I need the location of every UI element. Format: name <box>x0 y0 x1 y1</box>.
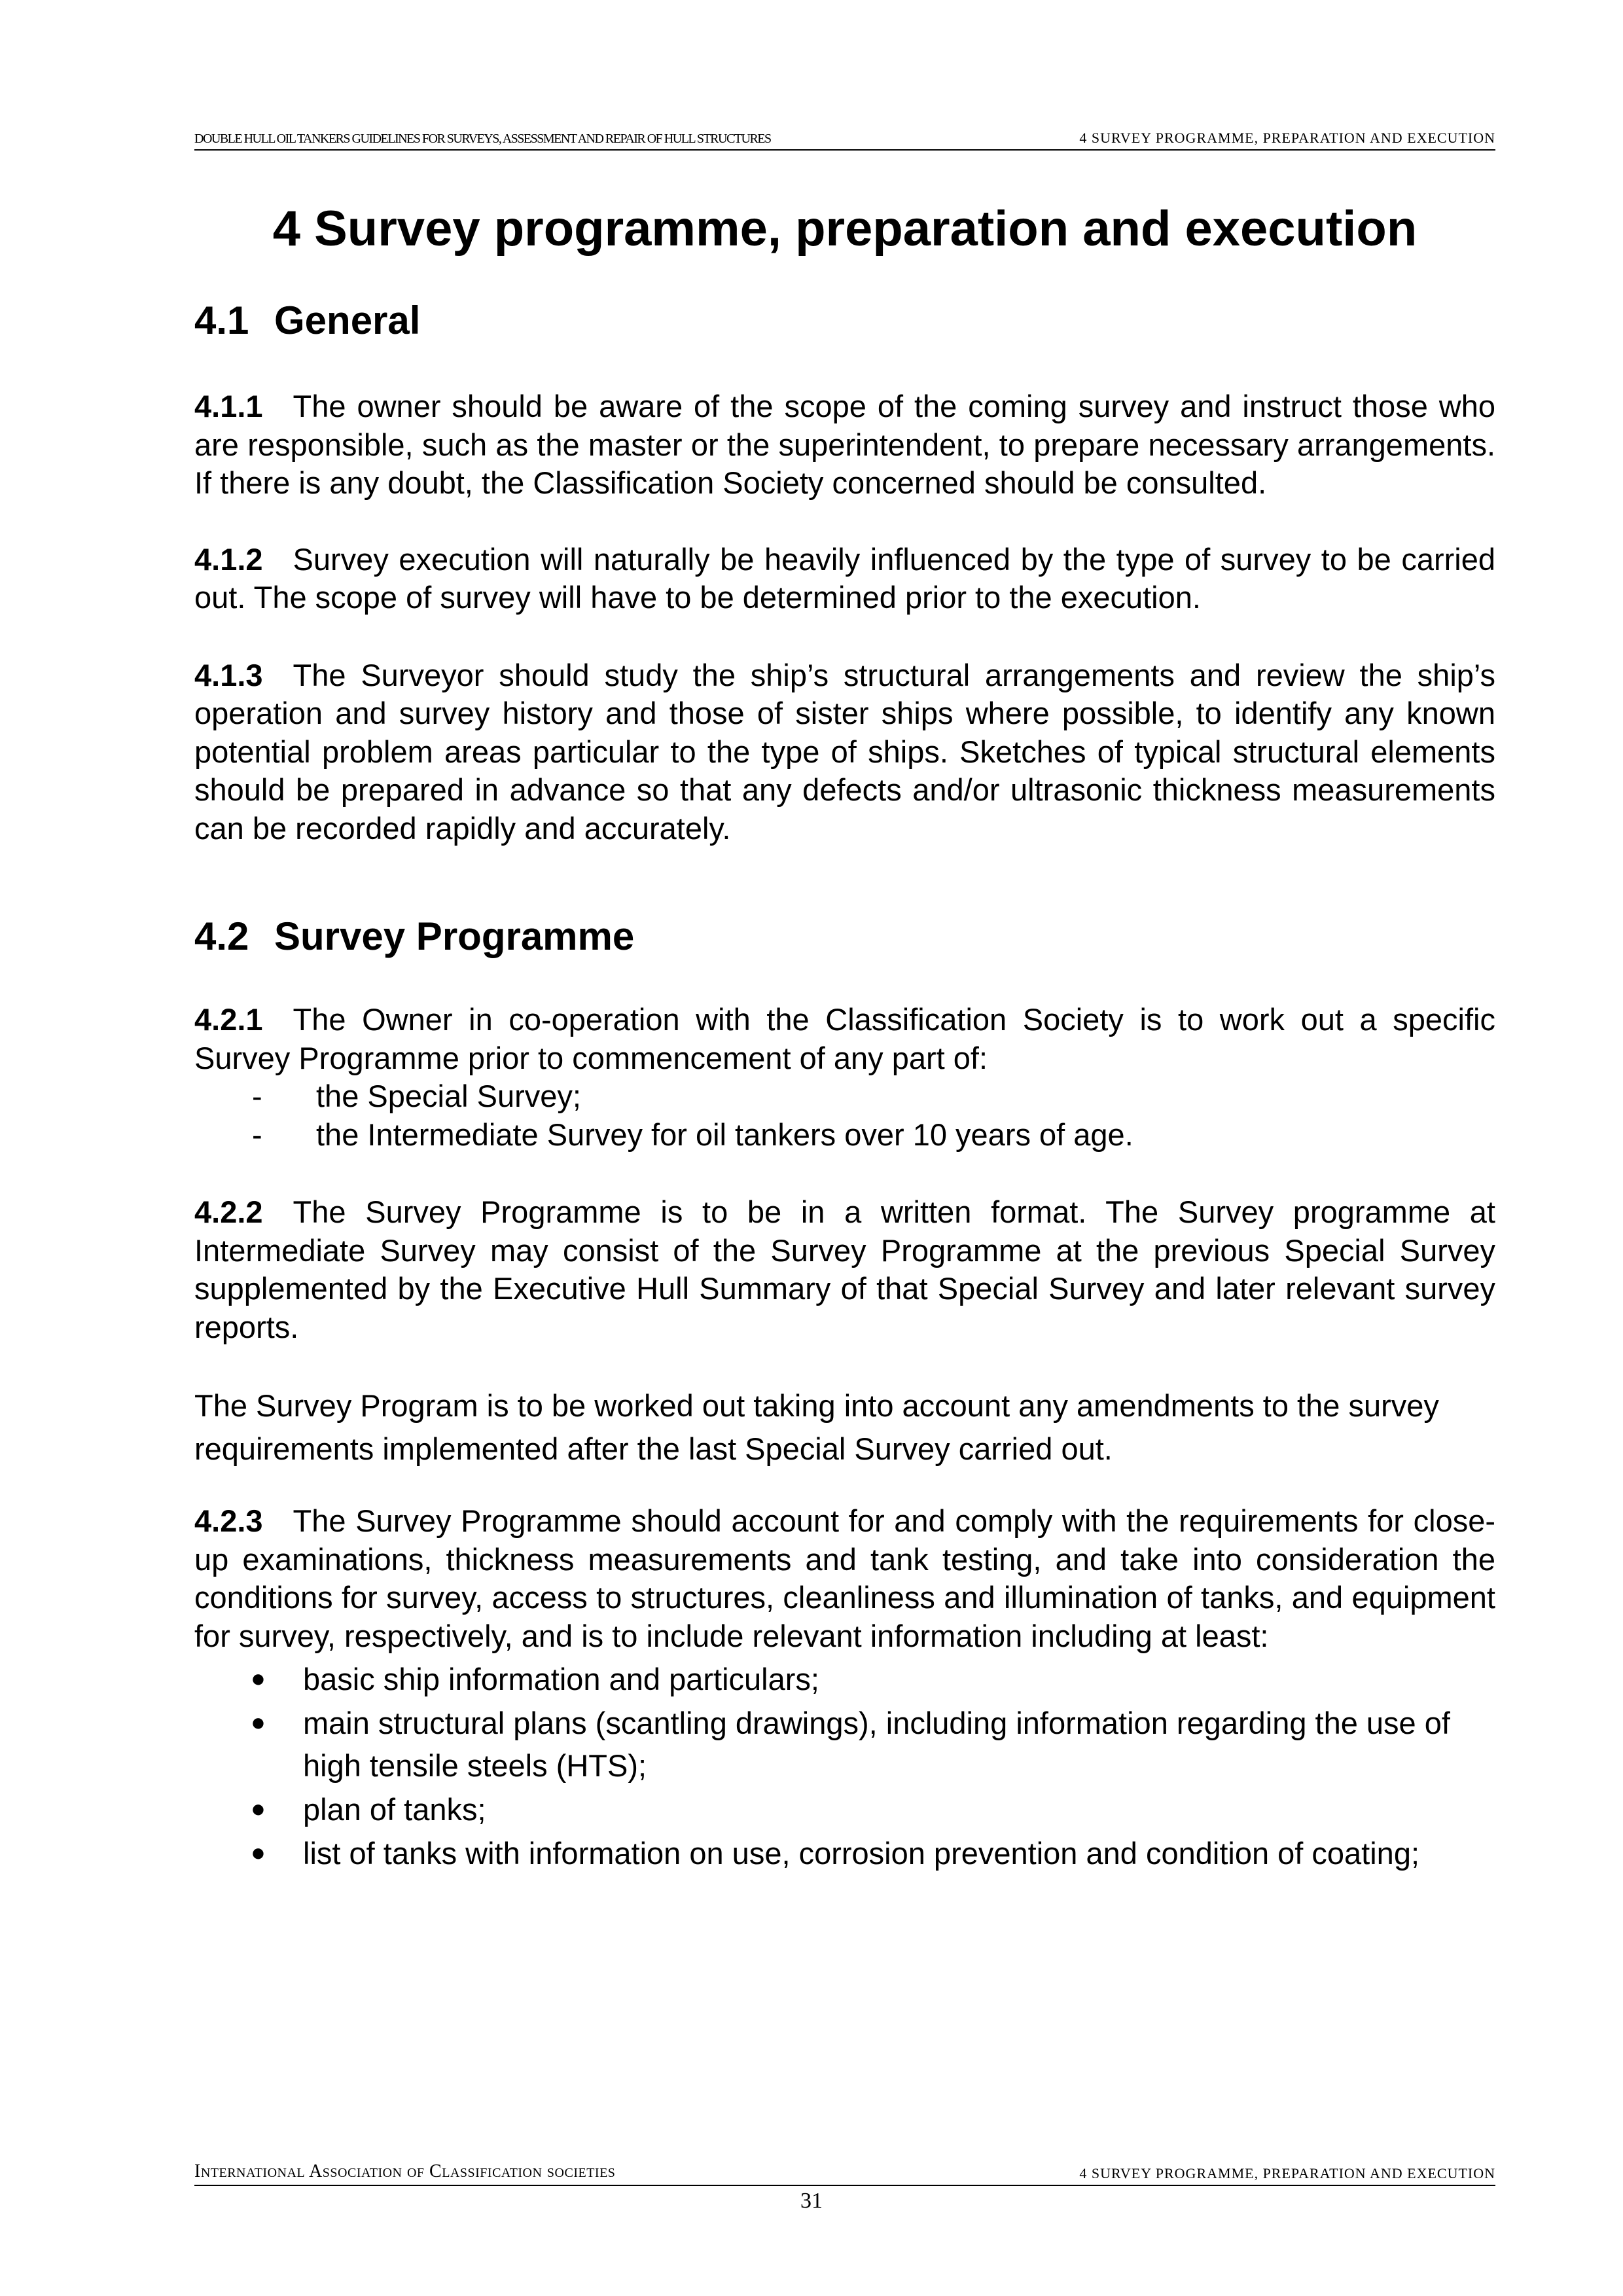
paragraph-number: 4.1.2 <box>194 541 263 577</box>
bullet-marker: ● <box>251 1795 266 1823</box>
list-item-text: plan of tanks; <box>303 1792 486 1827</box>
list-item-text: list of tanks with information on use, corrosion prevention and condition of coating; <box>303 1836 1420 1871</box>
footer-organization: International Association of Classification societies <box>194 2161 616 2181</box>
list-item <box>194 1832 1495 1874</box>
bullet-marker: ● <box>251 1839 266 1867</box>
section-title: Survey Programme <box>274 914 635 958</box>
list-item <box>194 1788 1495 1831</box>
paragraph-text: The Survey Programme is to be in a written format. The Survey programme at Intermediate Survey may consist of the Survey Programme at the previous Special Survey supplemented by the Executive Hull Summary of that Special Survey and later relevant survey reports. <box>194 1194 1495 1344</box>
paragraph-survey-program-amendments: The Survey Program is to be worked out taking into account any amendments to the survey requirements implemented after the last Special Survey carried out. <box>194 1388 1439 1466</box>
paragraph-text: The owner should be aware of the scope of the coming survey and instruct those who are responsible, such as the master or the superintendent, to prepare necessary arrangements. If there is any doubt, the Classification Society concerned should be consulted. <box>194 389 1495 500</box>
section-heading-4-2 <box>194 910 1495 963</box>
page-number: 31 <box>800 2189 823 2213</box>
bullet-marker: ● <box>251 1709 266 1736</box>
paragraph-number: 4.2.1 <box>194 1002 263 1037</box>
survey-type-list <box>194 1077 1495 1154</box>
list-item-text: the Special Survey; <box>316 1079 581 1113</box>
paragraph-text: The Survey Programme should account for and comply with the requirements for close-up examinations, thickness measurements and tank testing, and take into consideration the conditions for survey, access to structures, cleanliness and illumination of tanks, and equipment for survey, respectively, and is to include relevant information including at least: <box>194 1503 1495 1653</box>
dash-marker: - <box>252 1117 262 1152</box>
paragraph-number: 4.1.3 <box>194 657 263 692</box>
list-item <box>194 1658 1495 1700</box>
section-heading-4-1 <box>194 295 1495 347</box>
list-item-text: basic ship information and particulars; <box>303 1662 819 1696</box>
paragraph-4-2-2 <box>194 1193 1495 1346</box>
page-content <box>194 190 1495 1876</box>
dash-marker: - <box>252 1079 262 1113</box>
bullet-marker: ● <box>251 1665 266 1693</box>
section-title: General <box>274 298 421 342</box>
paragraph-4-2-3 <box>194 1502 1495 1655</box>
section-number: 4.2 <box>194 914 249 958</box>
footer-chapter-title: 4 SURVEY PROGRAMME, PREPARATION AND EXECUTION <box>1079 2165 1495 2181</box>
paragraph-number: 4.1.1 <box>194 389 263 423</box>
list-item <box>194 1077 1495 1116</box>
page-footer <box>194 2160 1495 2186</box>
list-item <box>194 1702 1495 1787</box>
paragraph-4-1-1 <box>194 387 1495 503</box>
paragraph-text: The Surveyor should study the ship’s structural arrangements and review the ship’s operation and survey history and those of sister ships where possible, to identify any known potential problem areas particular to the type of ships. Sketches of typical structural elements should be prepared in advance so that any defects and/or ultrasonic thickness measurements can be recorded rapidly and accurately. <box>194 657 1495 846</box>
list-item <box>194 1116 1495 1155</box>
paragraph-4-1-3 <box>194 656 1495 848</box>
paragraph-text: The Owner in co-operation with the Classification Society is to work out a specific Survey Programme prior to commencement of any part of: <box>194 1002 1495 1075</box>
paragraph-number: 4.2.2 <box>194 1194 263 1229</box>
chapter-title: 4 Survey programme, preparation and execution <box>272 201 1418 257</box>
page-header <box>194 128 1495 151</box>
list-item-text: the Intermediate Survey for oil tankers over 10 years of age. <box>316 1117 1133 1152</box>
section-number: 4.1 <box>194 298 249 342</box>
list-item-text: main structural plans (scantling drawings), including information regarding the use of high tensile steels (HTS); <box>303 1706 1450 1783</box>
paragraph-text: Survey execution will naturally be heavily influenced by the type of survey to be carried out. The scope of survey will have to be determined prior to the execution. <box>194 541 1495 615</box>
paragraph-number: 4.2.3 <box>194 1503 263 1538</box>
paragraph-4-2-1 <box>194 1001 1495 1077</box>
paragraph-4-1-2 <box>194 541 1495 617</box>
header-document-title: DOUBLE HULL OIL TANKERS GUIDELINES FOR SURVEYS, ASSESSMENT AND REPAIR OF HULL STRUCTURES <box>194 132 771 146</box>
header-chapter-title: 4 SURVEY PROGRAMME, PREPARATION AND EXECUTION <box>1079 130 1495 146</box>
survey-programme-info-list <box>194 1658 1495 1874</box>
